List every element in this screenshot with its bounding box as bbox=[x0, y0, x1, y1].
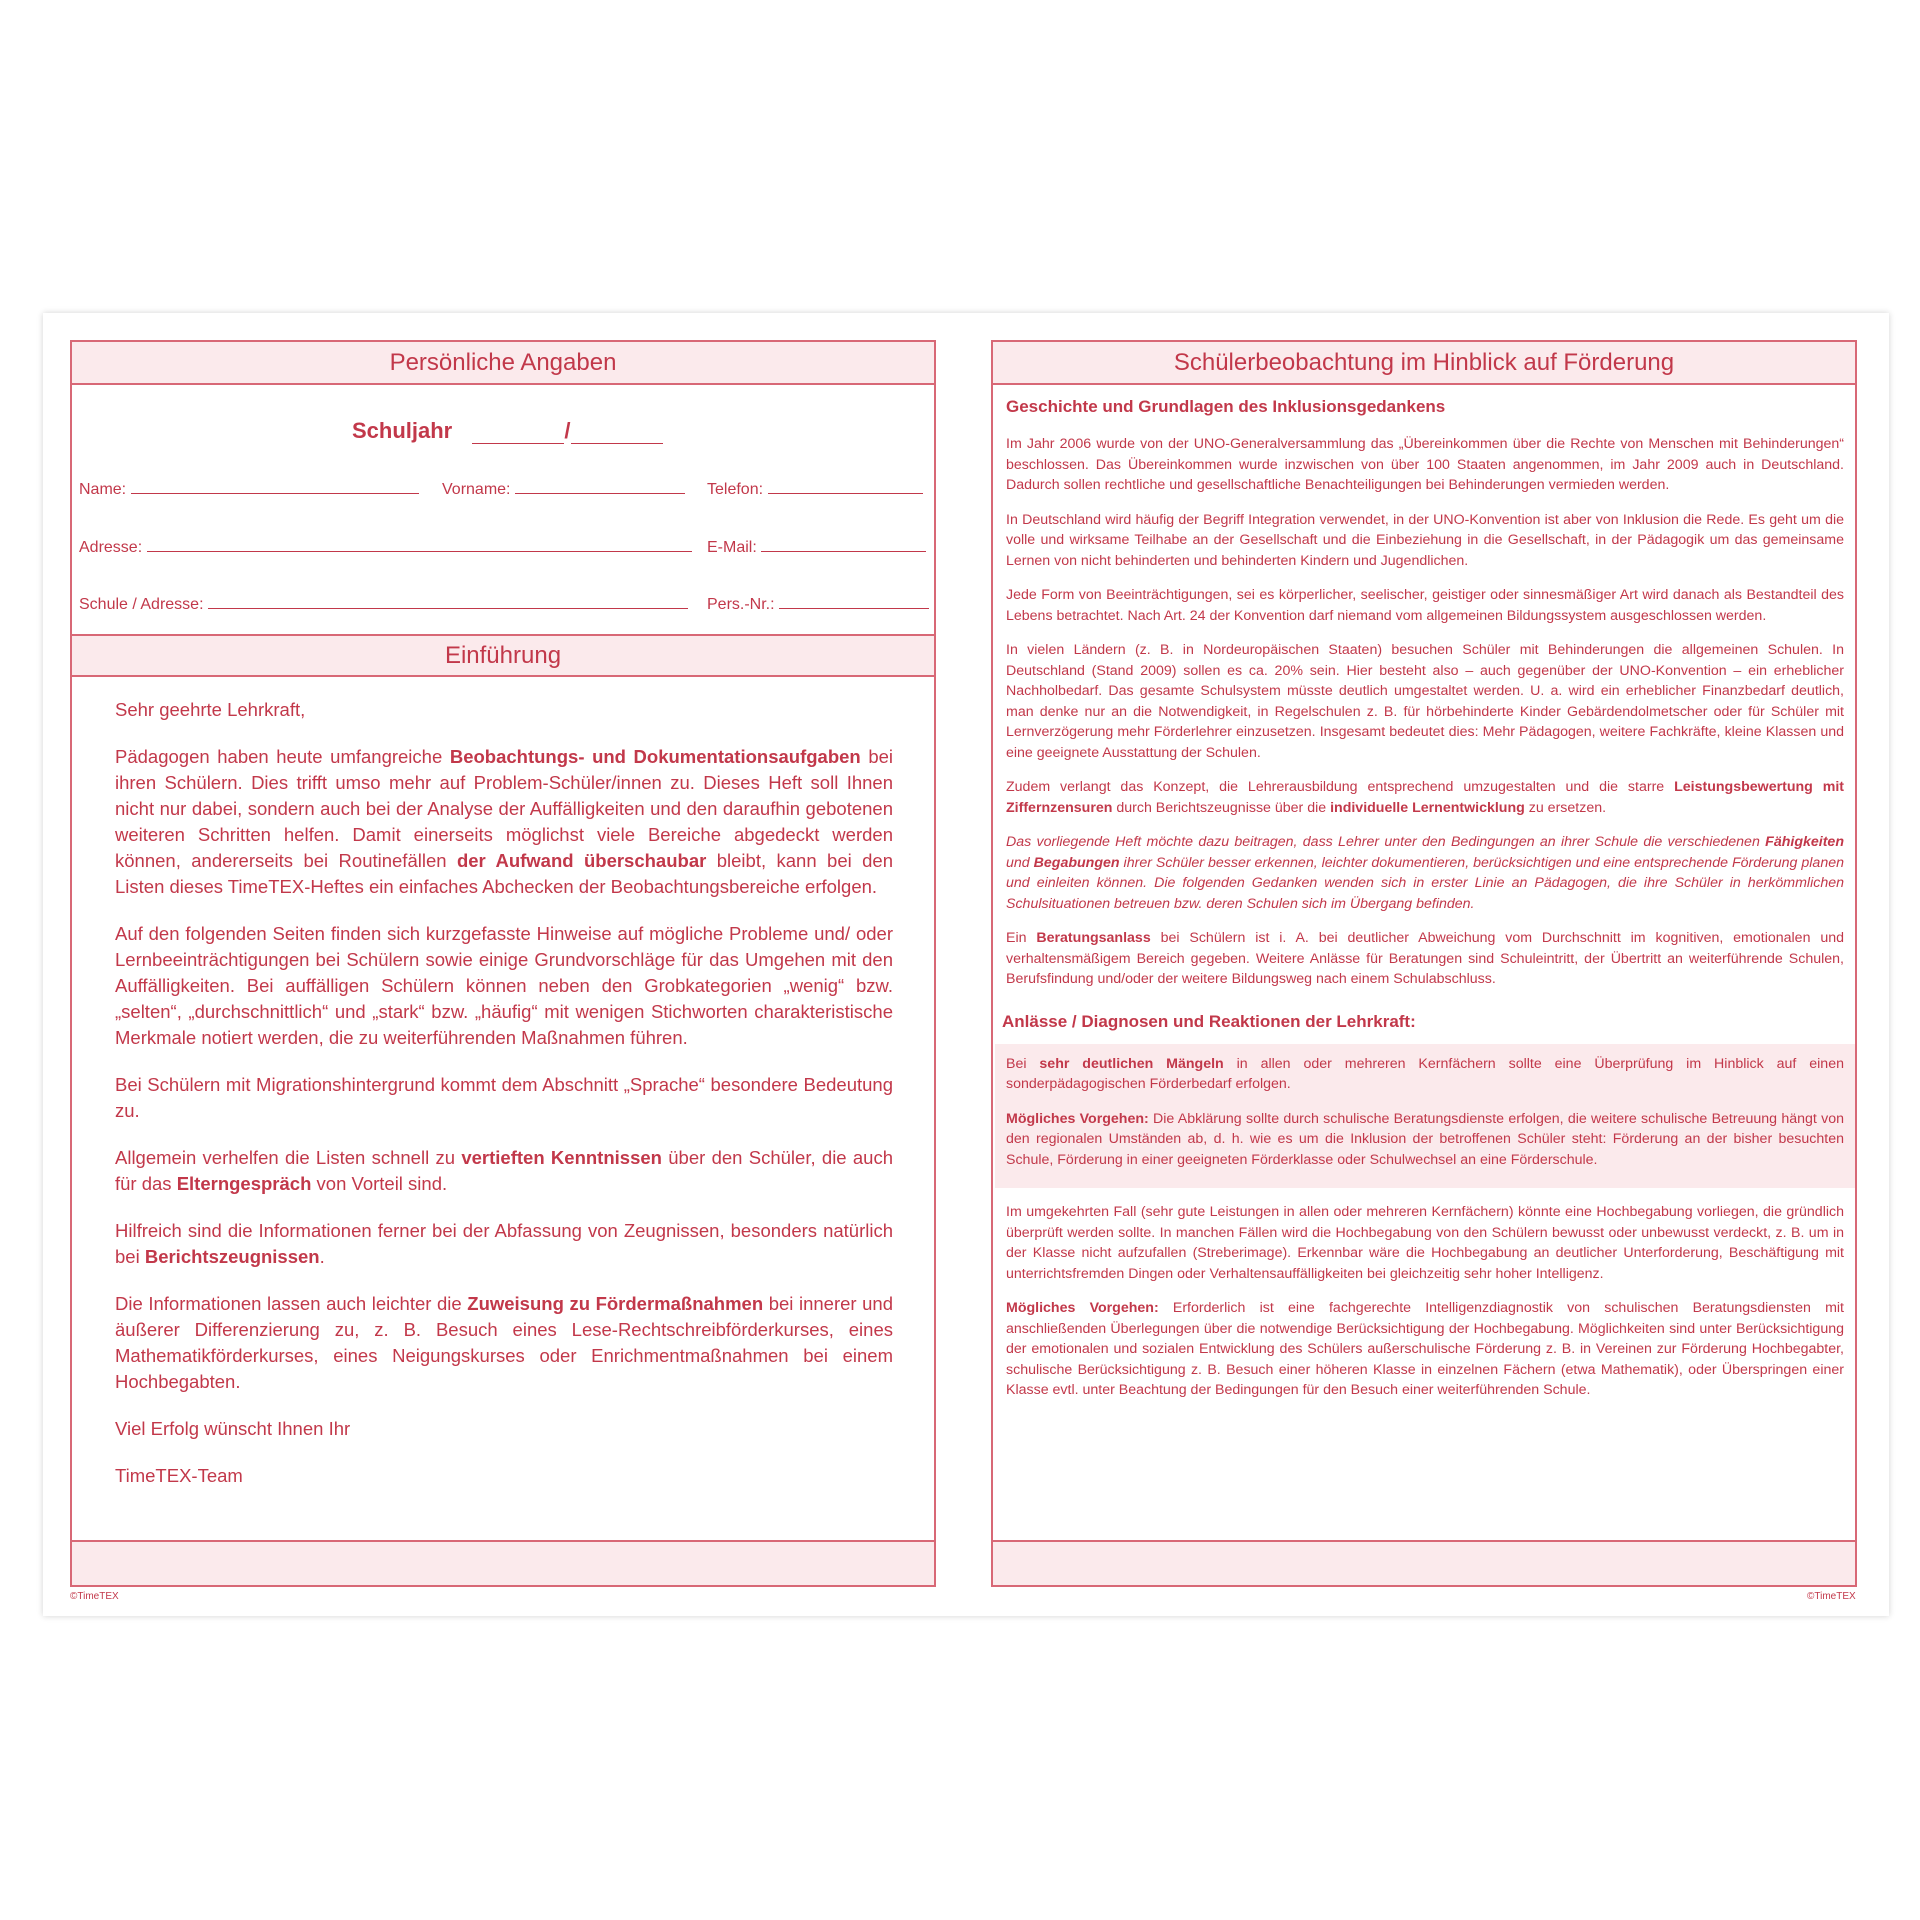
telefon-line[interactable] bbox=[768, 479, 923, 494]
right-copyright: ©TimeTEX bbox=[1807, 1591, 1856, 1602]
school-year-start-line[interactable] bbox=[472, 423, 564, 444]
left-footer-band bbox=[72, 1540, 934, 1585]
body-paragraph: In Deutschland wird häufig der Begriff Integration verwendet, in der UNO-Konvention ist aber von Inklusion die Rede. Es geht um die volle und wirksame Teilhabe an der Gesellschaft und die Einbeziehung in die Gesellschaft, in der Pädagogik um das gemeinsame Lernen von nicht behinderten und behinderten Kindern und Jugendlichen. bbox=[1006, 511, 1844, 569]
email-label: E-Mail: bbox=[707, 539, 757, 556]
body-paragraph: In vielen Ländern (z. B. in Nordeuropäischen Staaten) besuchen Schüler mit Behinderungen die allgemeinen Schulen. In Deutschland (Stand 2009) sollen es ca. 20% sein. Hier besteht also – auch gegenüber der UNO-Konvention – ein erheblicher Nachholbedarf. Das gesamte Schulsystem müsste deutlich umgestaltet werden. U. a. wird ein erheblicher Finanzbedarf deutlich, man denke nur an die Notwendigkeit, in Regelschulen z. B. für hörbehinderte Kinder Gebärdendolmetscher oder für Schüler mit Lernverzögerung mehr Förderlehrer einzusetzen. Insgesamt bedeutet dies: Mehr Pädagogen, weitere Fachkräfte, kleine Klassen und eine geeignete Ausstattung der Schulen. bbox=[1006, 642, 1844, 761]
intro-paragraph: Bei Schülern mit Migrationshintergrund kommt dem Abschnitt „Sprache“ besondere Bedeutung zu. bbox=[115, 1074, 893, 1121]
name-line[interactable] bbox=[131, 479, 419, 494]
name-label: Name: bbox=[79, 481, 127, 498]
section-heading: Geschichte und Grundlagen des Inklusionsgedankens bbox=[1006, 397, 1446, 416]
left-copyright: ©TimeTEX bbox=[70, 1591, 119, 1602]
observation-body bbox=[1002, 397, 1845, 1415]
adresse-line[interactable] bbox=[147, 537, 692, 552]
adresse-field bbox=[79, 537, 692, 557]
adresse-label: Adresse: bbox=[79, 539, 143, 556]
section-heading: Anlässe / Diagnosen und Reaktionen der Lehrkraft: bbox=[1002, 1011, 1416, 1031]
school-year-end-line[interactable] bbox=[571, 423, 663, 444]
signature: TimeTEX-Team bbox=[115, 1465, 243, 1486]
persnr-field bbox=[707, 594, 929, 614]
schule-label: Schule / Adresse: bbox=[79, 596, 204, 613]
persnr-label: Pers.-Nr.: bbox=[707, 596, 775, 613]
shaded-note-box bbox=[995, 1044, 1855, 1189]
email-line[interactable] bbox=[761, 537, 926, 552]
schule-line[interactable] bbox=[208, 594, 688, 609]
observation-header: Schülerbeobachtung im Hinblick auf Förderung bbox=[993, 342, 1855, 385]
vorname-field bbox=[442, 479, 685, 499]
body-paragraph: Jede Form von Beeinträchtigungen, sei es körperlicher, seelischer, geistiger oder sinnesmäßiger Art wird danach als Bestandteil des Lebens betrachtet. Nach Art. 24 der Konvention darf niemand vom allgemeinen Bildungssystem ausgeschlossen werden. bbox=[1006, 587, 1844, 624]
intro-paragraph: Die Informationen lassen auch leichter die Zuweisung zu Fördermaßnahmen bei innerer und äußerer Differenzierung zu, z. B. Besuch eines Lese-Rechtschreibförderkurses, eines Mathematikförderkurses, eines Neigungskurses oder Enrichmentmaßnahmen bei einem Hochbegabten. bbox=[115, 1293, 894, 1392]
email-field bbox=[707, 537, 926, 557]
left-page bbox=[70, 340, 936, 1587]
intro-paragraph: Hilfreich sind die Informationen ferner bei der Abfassung von Zeugnissen, besonders natürlich bei Berichtszeugnissen. bbox=[115, 1220, 893, 1267]
body-paragraph: Bei sehr deutlichen Mängeln in allen oder mehreren Kernfächern sollte eine Überprüfung im Hinblick auf einen sonderpädagogischen Förderbedarf erfolgen. bbox=[1006, 1055, 1844, 1092]
booklet-spread bbox=[43, 313, 1889, 1616]
school-year-field bbox=[352, 418, 663, 444]
body-paragraph: Mögliches Vorgehen: Erforderlich ist eine fachgerechte Intelligenzdiagnostik von schulischen Beratungsdiensten mit anschließenden Überlegungen über die notwendige Berücksichtigung der Hochbegabung. Möglichkeiten sind unter Berücksichtigung der emotionalen und sozialen Entwicklung des Schülers außerschulische Förderung z. B. in Vereinen zur Förderung Hochbegabter, schulische Berücksichtigung z. B. Besuch einer höheren Klasse in einzelnen Fächern (etwa Mathematik), oder Überspringen einer Klasse evtl. unter Beachtung der Bedingungen für den Besuch einer weiterführenden Schule. bbox=[1006, 1300, 1844, 1398]
introduction-text bbox=[115, 697, 893, 1510]
telefon-label: Telefon: bbox=[707, 481, 764, 498]
vorname-label: Vorname: bbox=[442, 481, 511, 498]
right-page bbox=[991, 340, 1857, 1587]
body-paragraph: Ein Beratungsanlass bei Schülern ist i. A. bei deutlicher Abweichung vom Durchschnitt im kognitiven, emotionalen und verhaltensmäßigem Bereich gegeben. Weitere Anlässe für Beratungen sind Schuleintritt, der Übertritt an weiterführende Schulen, Berufsfindung und/oder der weitere Bildungsweg nach einem Schulabschluss. bbox=[1006, 930, 1844, 987]
vorname-line[interactable] bbox=[515, 479, 685, 494]
closing-line: Viel Erfolg wünscht Ihnen Ihr bbox=[115, 1418, 351, 1439]
body-paragraph: Mögliches Vorgehen: Die Abklärung sollte durch schulische Beratungsdienste erfolgen, die weitere schulische Betreuung hängt von den regionalen Umständen ab, d. h. wie es um die Inklusion der betroffenen Schüler steht: Förderung an der bisher besuchten Schule, Förderung in einer geeigneten Förderklasse oder Schulwechsel an eine Förderschule. bbox=[1006, 1110, 1844, 1168]
body-paragraph: Zudem verlangt das Konzept, die Lehrerausbildung entsprechend umzugestalten und die starre Leistungsbewertung mit Ziffernzensuren durch Berichtszeugnisse über die individuelle Lernentwicklung zu ersetzen. bbox=[1006, 779, 1845, 816]
name-field bbox=[79, 479, 419, 499]
intro-paragraph: Auf den folgenden Seiten finden sich kurzgefasste Hinweise auf mögliche Probleme und/ oder Lernbeeinträchtigungen bei Schülern sowie einige Grundvorschläge für das Umgehen mit den Auffälligkeiten. Bei auffälligen Schülern können neben den Grobkategorien „wenig“ bzw. „selten“, „durchschnittlich“ und „stark“ bzw. „häufig“ mit wenigen Stichworten charakteristische Merkmale notiert werden, die zu weiterführenden Maßnahmen führen. bbox=[115, 923, 893, 1048]
right-footer-band bbox=[993, 1540, 1855, 1585]
intro-paragraph: Pädagogen haben heute umfangreiche Beobachtungs- und Dokumentationsaufgaben bei ihren Schülern. Dies trifft umso mehr auf Problem-Schüler/innen zu. Dieses Heft soll Ihnen nicht nur dabei, sondern auch bei der Analyse der Auffälligkeiten und den daraufhin gebotenen weiteren Schritten helfen. Damit einerseits möglichst viele Bereiche abgedeckt werden können, andererseits bei Routinefällen der Aufwand überschaubar bleibt, kann bei den Listen dieses TimeTEX-Heftes ein einfaches Abchecken der Beobachtungsbereiche erfolgen. bbox=[115, 746, 894, 897]
persnr-line[interactable] bbox=[779, 594, 929, 609]
intro-paragraph: Allgemein verhelfen die Listen schnell zu vertieften Kenntnissen über den Schüler, die auch für das Elterngespräch von Vorteil sind. bbox=[115, 1147, 894, 1194]
body-paragraph: Im Jahr 2006 wurde von der UNO-Generalversammlung das „Übereinkommen über die Rechte von Menschen mit Behinderungen“ beschlossen. Das Übereinkommen wurde inzwischen von über 100 Staaten angenommen, im Jahr 2009 auch in Deutschland. Dadurch sollen rechtliche und gesellschaftliche Benachteiligungen bei Behinderungen vermieden werden. bbox=[1006, 436, 1844, 493]
schule-field bbox=[79, 594, 688, 614]
school-year-label: Schuljahr bbox=[352, 418, 453, 443]
body-paragraph: Im umgekehrten Fall (sehr gute Leistungen in allen oder mehreren Kernfächern) könnte eine Hochbegabung vorliegen, die gründlich überprüft werden sollte. In manchen Fällen wird die Hochbegabung von den Schülern bewusst oder unbewusst verdeckt, z. B. um in der Klasse nicht aufzufallen (Streberimage). Erkennbar wäre die Hochbegabung an deutlicher Unterforderung, Beschäftigung mit unterrichtsfremden Dingen oder Verhaltensauffälligkeiten bei gleichzeitig sehr hoher Intelligenz. bbox=[1006, 1204, 1844, 1282]
body-paragraph: Das vorliegende Heft möchte dazu beitragen, dass Lehrer unter den Bedingungen an ihrer Schule die verschiedenen Fähigkeiten und Begabungen ihrer Schüler besser erkennen, leichter dokumentieren, berücksichtigen und eine entsprechende Förderung planen und einleiten können. Die folgenden Gedanken wenden sich in erster Linie an Pädagogen, die ihre Schüler in herkömmlichen Schulsituationen betreuen bzw. deren Schulen sich im Übergang befinden. bbox=[1006, 834, 1844, 912]
introduction-header: Einführung bbox=[72, 634, 934, 677]
greeting: Sehr geehrte Lehrkraft, bbox=[115, 699, 306, 720]
telefon-field bbox=[707, 479, 923, 499]
personal-data-header: Persönliche Angaben bbox=[72, 342, 934, 385]
school-year-slash: / bbox=[564, 418, 571, 443]
